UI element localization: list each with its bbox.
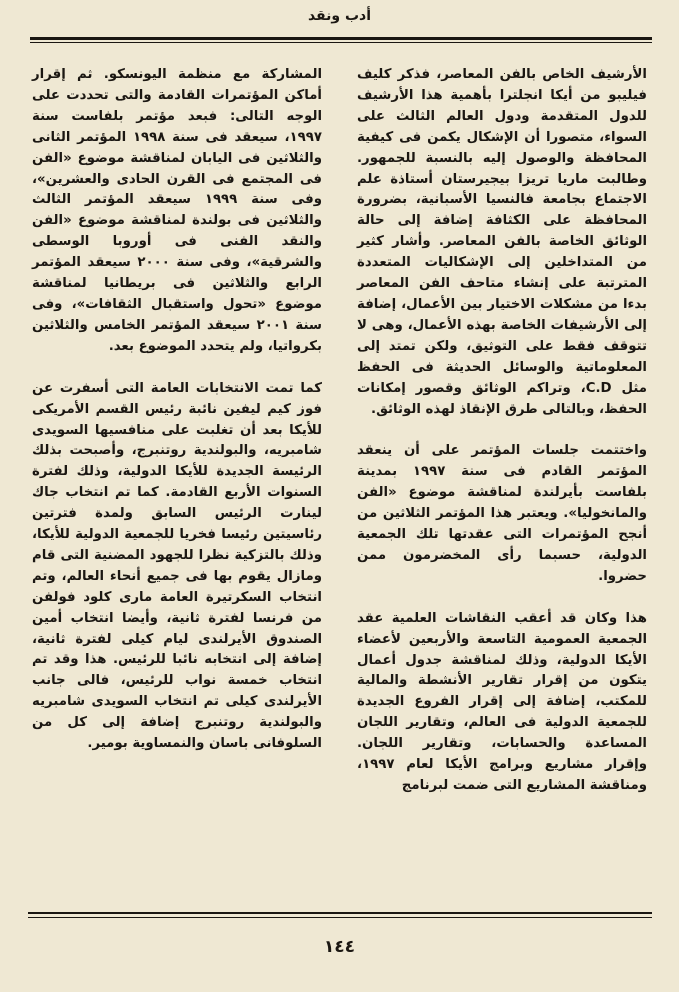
page-number: ١٤٤ bbox=[323, 937, 356, 957]
right-column bbox=[357, 65, 647, 797]
right-paragraph-1: الأرشيف الخاص بالفن المعاصر، فذكر كليف فيليبو من أيكا انجلترا بأهمية هذا الأرشيف للدول المتقدمة ودول العالم الثالث على السواء، متصورا أن الإشكال يكمن فى كيفية المحافظة والوصول إليه بالنسبة للجمهور. وطالبت ماريا تريزا بيجيرستان أستاذة علم الاجتماع بجامعة فالنسيا الأسبانية، بضرورة المحافظة على الكثافة إضافة إلى حالة الوثائق الخاصة بالفن المعاصر. وأشار كثير من المتداخلين إلى الإشكاليات المتعددة المترتبة على إنشاء متاحف الفن المعاصر بدءا من مشكلات الاختيار بين الأعمال، إضافة إلى الأرشيفات الخاصة بهذه الأعمال، وهى لا تتوقف فقط على التوثيق، ولكن تمتد إلى المعلوماتية والوسائل الحديثة فى الحفظ مثل C.D، وتراكم الوثائق وقصور إمكانات الحفظ، وبالتالى طرق الإنقاذ لهذه الوثائق. bbox=[357, 67, 647, 417]
footer-rule-thin bbox=[28, 917, 652, 918]
right-paragraph-2: واختتمت جلسات المؤتمر على أن ينعقد المؤتمر القادم فى سنة ١٩٩٧ بمدينة بلفاست بأيرلندة لمناقشة موضوع «الفن والمانخوليا». ويعتبر هذا المؤتمر الثلاثين من أنجح المؤتمرات التى عقدتها تلك الجمعية الدولية، حسبما رأى المخضرمون ممن حضروا. bbox=[357, 443, 647, 584]
left-paragraph-2: كما تمت الانتخابات العامة التى أسفرت عن فوز كيم ليفين نائبة رئيس القسم الأمريكى للأيكا بعد أن تغلبت على منافسيها السويدى شامبريه، والبولندية روتنبرج، وأصبحت بذلك الرئيسة الجديدة للأيكا الدولية، وذلك لفترة السنوات الأربع القادمة. كما تم انتخاب جاك لينارت الرئيس السابق ولمدة فترتين رئاسيتين رئيسا فخريا للجمعية الدولية للأيكا، وذلك بالتزكية نظرا للجهود المضنية التى قام ومازال يقوم بها فى جميع أنحاء العالم، وتم انتخاب السكرتيرة العامة مارى كلود فولفن من فرنسا لفترة ثانية، وأيضا انتخاب أمين الصندوق الأيرلندى ليام كيلى لفترة ثانية، إضافة إلى انتخابه نائبا للرئيس. هذا وقد تم انتخاب خمسة نواب للرئيس، فالى جانب الأيرلندى كيلى تم انتخاب السويدى شامبريه والبولندية روتنبرج إضافة إلى كل من السلوفانى باسان والنمساوية بومير. bbox=[32, 380, 322, 752]
running-header-title: أدب ونقد bbox=[307, 8, 372, 24]
left-paragraph-1: المشاركة مع منظمة اليونسكو. ثم إقرار أماكن المؤتمرات القادمة والتى تحددت على الوجه التالى: فبعد مؤتمر بلفاست سنة ١٩٩٧، سيعقد فى سنة ١٩٩٨ المؤتمر الثانى والثلاثين فى اليابان لمناقشة موضوع «الفن فى المجتمع فى القرن الحادى والعشرين»، وفى سنة ١٩٩٩ سيعقد المؤتمر الثالث والثلاثين فى بولندة لمناقشة موضوع «الفن والنقد الفنى فى أوروبا الوسطى والشرقية»، وفى سنة ٢٠٠٠ سيعقد المؤتمر الرابع والثلاثين فى بريطانيا لمناقشة موضوع «تحول واستقبال الثقافات»، وفى سنة ٢٠٠١ سيعقد المؤتمر الخامس والثلاثين بكرواتيا، ولم يتحدد الموضوع بعد. bbox=[32, 67, 322, 354]
left-column bbox=[32, 65, 322, 755]
header-rule-thin bbox=[30, 42, 652, 43]
header-rule-thick bbox=[30, 37, 652, 40]
footer-rule-thick bbox=[28, 912, 652, 914]
right-paragraph-3: هذا وكان قد أعقب النقاشات العلمية عقد الجمعية العمومية التاسعة والأربعين لأعضاء الأيكا الدولية، وذلك لمناقشة جدول أعمال يتكون من إقرار تقارير الأنشطة والمالية للمكتب، إضافة إلى إقرار الفروع الجديدة للجمعية الدولية فى العالم، وتقارير اللجان المساعدة والحسابات، وتقارير اللجان. وإقرار مشاريع وبرامج الأيكا لعام ١٩٩٧، ومناقشة المشاريع التى ضمت لبرنامج bbox=[357, 610, 647, 793]
